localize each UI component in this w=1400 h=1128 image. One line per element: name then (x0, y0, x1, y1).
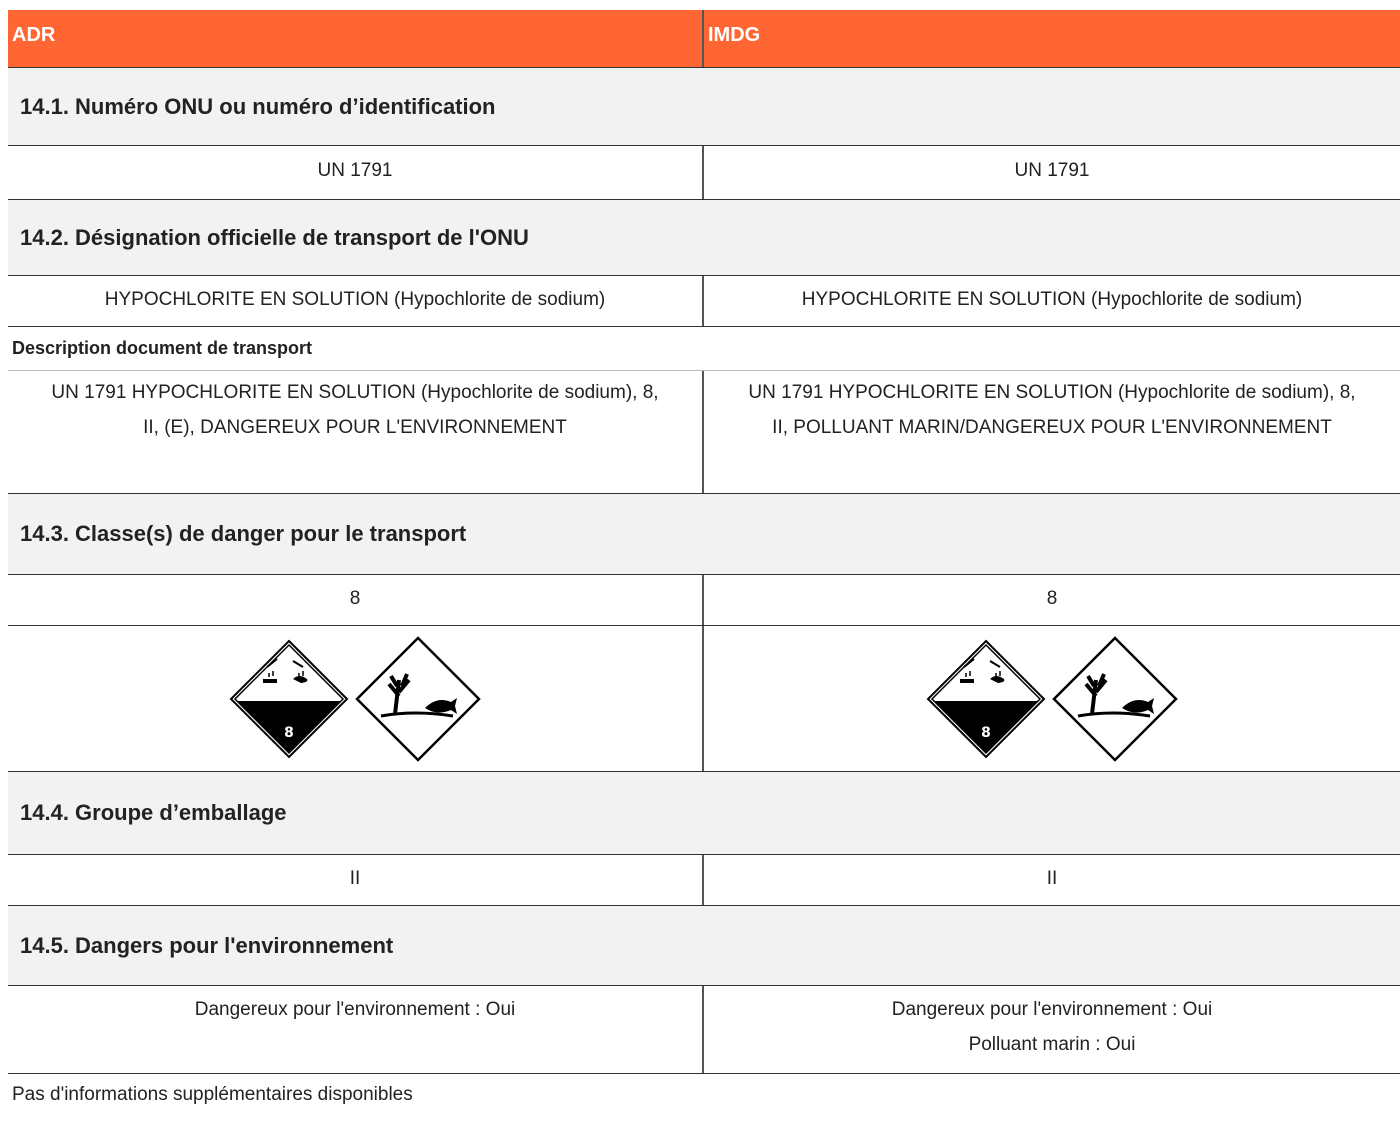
corrosive-class-8-icon (229, 639, 349, 759)
imdg-description-line-2: II, POLLUANT MARIN/DANGEREUX POUR L'ENVIRONNEMENT (772, 417, 1332, 438)
class-number-label: 8 (284, 724, 294, 741)
environment-hazard-row (8, 986, 1400, 1074)
un-number-row (8, 146, 1400, 200)
adr-environment-hazard: Dangereux pour l'environnement : Oui (8, 986, 704, 1073)
section-14-3-title: 14.3. Classe(s) de danger pour le transport (8, 494, 1400, 575)
transport-document-row (8, 371, 1400, 494)
imdg-packing-group: II (1046, 868, 1058, 889)
pictogram-row (8, 626, 1400, 772)
imdg-marine-pollutant-line: Polluant marin : Oui (968, 1034, 1136, 1055)
transport-info-table (8, 10, 1400, 1106)
packing-group-row (8, 855, 1400, 906)
header-imdg: IMDG (708, 24, 761, 46)
imdg-environment-hazard (704, 986, 1400, 1073)
section-14-1-title: 14.1. Numéro ONU ou numéro d’identification (8, 68, 1400, 146)
adr-packing-group: II (8, 855, 704, 905)
imdg-un-number: UN 1791 (1014, 160, 1090, 181)
imdg-environment-line-1: Dangereux pour l'environnement : Oui (891, 999, 1213, 1020)
section-14-2-title: 14.2. Désignation officielle de transport de l'ONU (8, 200, 1400, 276)
imdg-shipping-name: HYPOCHLORITE EN SOLUTION (Hypochlorite de sodium) (801, 289, 1303, 310)
adr-document-description (8, 371, 704, 493)
hazard-class-row (8, 575, 1400, 626)
environment-hazard-icon (1052, 636, 1178, 762)
adr-hazard-class: 8 (8, 575, 704, 625)
imdg-document-description (704, 371, 1400, 493)
shipping-name-row (8, 276, 1400, 327)
adr-description-line-2: II, (E), DANGEREUX POUR L'ENVIRONNEMENT (143, 417, 567, 438)
adr-pictograms (8, 626, 704, 771)
imdg-pictograms (704, 626, 1400, 771)
imdg-description-line-1: UN 1791 HYPOCHLORITE EN SOLUTION (Hypochlorite de sodium), 8, (748, 382, 1356, 403)
class-number-label: 8 (981, 724, 991, 741)
transport-document-description-title: Description document de transport (8, 327, 1400, 371)
section-14-5-title: 14.5. Dangers pour l'environnement (8, 906, 1400, 986)
additional-info-note: Pas d'informations supplémentaires disponibles (12, 1084, 413, 1105)
adr-un-number: UN 1791 (8, 146, 704, 199)
adr-description-line-1: UN 1791 HYPOCHLORITE EN SOLUTION (Hypochlorite de sodium), 8, (51, 382, 659, 403)
environment-hazard-icon (355, 636, 481, 762)
section-14-4-title: 14.4. Groupe d’emballage (8, 772, 1400, 855)
imdg-hazard-class: 8 (1046, 588, 1058, 609)
corrosive-class-8-icon (926, 639, 1046, 759)
header-adr: ADR (8, 10, 704, 67)
adr-shipping-name: HYPOCHLORITE EN SOLUTION (Hypochlorite de sodium) (8, 276, 704, 326)
table-header (8, 10, 1400, 68)
